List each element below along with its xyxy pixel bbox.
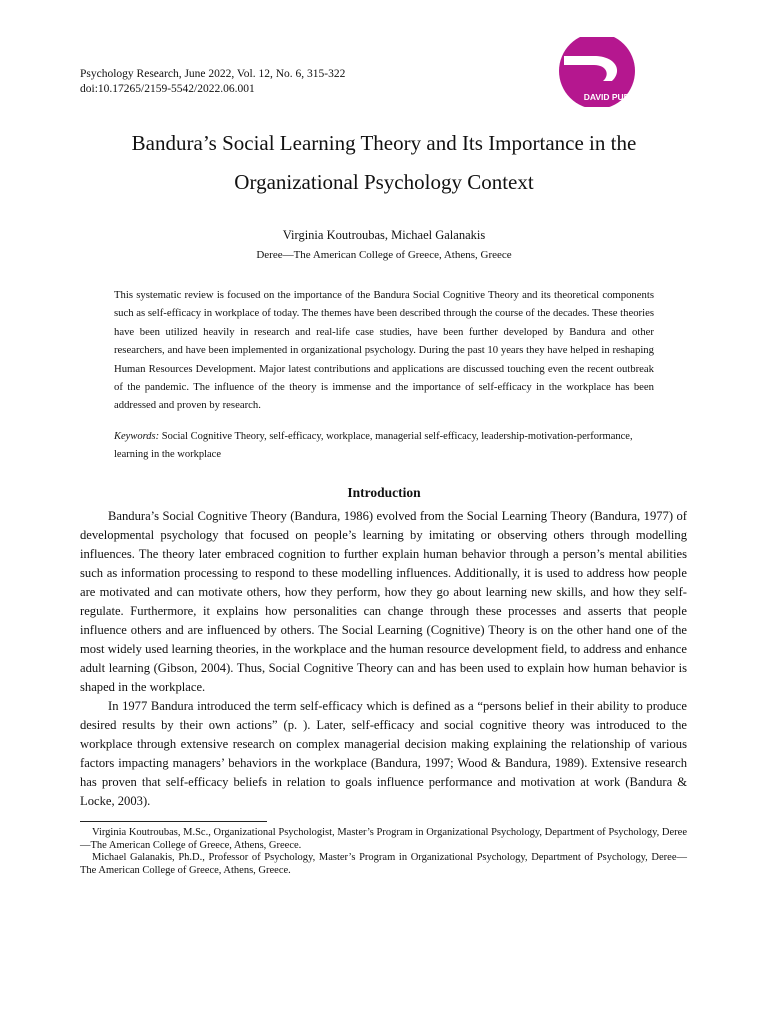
- david-publishing-logo: [556, 37, 692, 107]
- footnotes: [80, 827, 687, 877]
- section-heading-introduction: Introduction: [347, 485, 421, 500]
- authors: Virginia Koutroubas, Michael Galanakis: [282, 228, 486, 242]
- title-line-2: Organizational Psychology Context: [234, 170, 534, 194]
- footnote-divider: [80, 821, 267, 822]
- keywords: [114, 428, 654, 464]
- keywords-label: Keywords:: [114, 431, 160, 442]
- affiliation: Deree—The American College of Greece, Athens, Greece: [256, 249, 512, 261]
- paper-title: [60, 124, 708, 202]
- abstract: This systematic review is focused on the importance of the Bandura Social Cognitive Theory and its theoretical components such as self-efficacy in workplace of today. The themes have been described through the course of the decades. These theories have been utilized heavily in research and real-life case studies, have been further developed by Bandura and other researchers, and have been implemented in organizational psychology. During the past 10 years they have helped in reshaping Human Resources Development. Major latest contributions and applications are discussed touching even the recent outbreak of the pandemic. The influence of the theory is immense and the importance of self-efficacy in the workplace has been addressed and proven by research.: [114, 289, 654, 412]
- keywords-text: Social Cognitive Theory, self-efficacy, workplace, managerial self-efficacy, leadership-motivation-performance, learning in the workplace: [114, 431, 633, 460]
- paragraph: In 1977 Bandura introduced the term self-efficacy which is defined as a “persons belief in their ability to produce desired results by their own actions” (p. ). Later, self-efficacy and social cognitive theory was introduced to the workplace through extensive research on complex managerial decision making explaining the relationship of various factors impacting managers’ behaviors in the workplace (Bandura, 1997; Wood & Bandura, 1989). Extensive research has proven that self-efficacy beliefs in relation to goals influence performance and motivation at work (Bandura & Locke, 2003).: [80, 699, 687, 808]
- footnote: Michael Galanakis, Ph.D., Professor of Psychology, Master’s Program in Organizational Psychology, Department of Psychology, Deree—The American College of Greece, Athens, Greece.: [80, 852, 687, 876]
- journal-header: [80, 67, 345, 97]
- title-line-1: Bandura’s Social Learning Theory and Its Importance in the: [131, 131, 637, 155]
- footnote: Virginia Koutroubas, M.Sc., Organizational Psychologist, Master’s Program in Organizational Psychology, Department of Psychology, Deree—The American College of Greece, Athens, Greece.: [80, 827, 687, 851]
- paragraph: Bandura’s Social Cognitive Theory (Bandura, 1986) evolved from the Social Learning Theory (Bandura, 1977) of developmental psychology that focused on people’s learning by imitating or observing others through modelling influences. The theory later embraced cognition to further explain human behavior through a person’s mental abilities such as information processing to respond to these modelling influences. Additionally, it is used to address how people are motivated and can motivate others, how they perform, how they go about learning new skills, and how they self-regulate. Furthermore, it explains how personalities can change through these processes and asserts that people influence others and are influenced by others. The Social Learning (Cognitive) Theory is on the other hand one of the most widely used learning theories, in the workplace and the human resource development field, to address and enhance adult learning (Gibson, 2004). Thus, Social Cognitive Theory can and has been used to explain how human behavior is shaped in the workplace.: [80, 509, 687, 694]
- introduction-body: [80, 507, 687, 811]
- doi[interactable]: doi:10.17265/2159-5542/2022.06.001: [80, 83, 255, 95]
- logo-text: DAVID PUBLISHING: [583, 92, 665, 102]
- journal-citation: Psychology Research, June 2022, Vol. 12, No. 6, 315-322: [80, 68, 346, 80]
